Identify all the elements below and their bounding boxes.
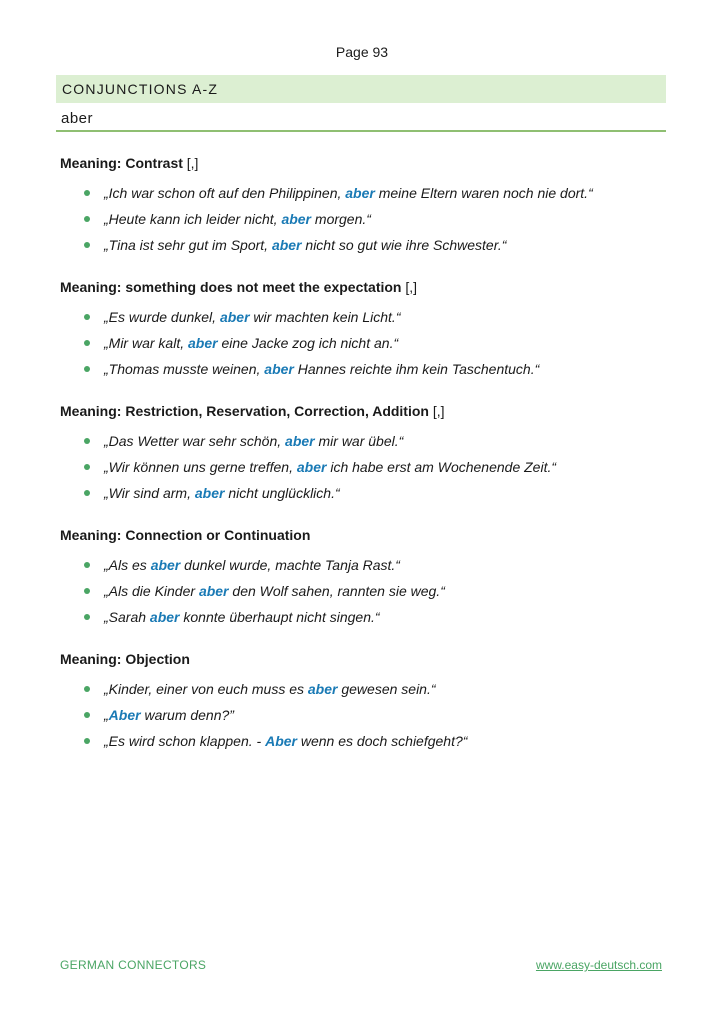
footer-link[interactable]: www.easy-deutsch.com — [535, 958, 662, 972]
example-text-pre: „Heute kann ich leider nicht, — [104, 211, 282, 227]
word-title: aber — [56, 108, 666, 132]
keyword-highlight: aber — [188, 335, 218, 351]
example-text-pre: „Tina ist sehr gut im Sport, — [104, 237, 272, 253]
example-item — [60, 356, 660, 382]
example-item — [60, 330, 660, 356]
keyword-highlight: aber — [271, 237, 302, 253]
example-text-post: warum denn?” — [140, 707, 234, 723]
meaning-heading-text: Meaning: Connection or Continuation — [60, 527, 311, 543]
meaning-group — [60, 152, 660, 258]
example-list — [60, 180, 660, 258]
example-text-pre: „Es wurde dunkel, — [104, 309, 220, 325]
bullet-icon — [84, 686, 90, 692]
example-item — [60, 428, 660, 454]
bullet-icon — [84, 490, 90, 496]
example-item — [60, 676, 660, 702]
content — [60, 152, 660, 772]
example-text-post: morgen.“ — [311, 211, 371, 227]
bullet-icon — [84, 588, 90, 594]
example-list — [60, 676, 660, 754]
example-item — [60, 702, 660, 728]
meaning-heading — [60, 648, 660, 670]
example-text-pre: „Als die Kinder — [104, 583, 199, 599]
meaning-heading-text: Meaning: Restriction, Reservation, Correction, Addition — [60, 403, 429, 419]
meaning-group — [60, 524, 660, 630]
example-text-pre: „Ich war schon oft auf den Philippinen, — [104, 185, 346, 201]
bullet-icon — [84, 438, 90, 444]
keyword-highlight: aber — [296, 459, 327, 475]
meaning-group — [60, 276, 660, 382]
meaning-group — [60, 400, 660, 506]
example-text-post: eine Jacke zog ich nicht an.“ — [217, 335, 399, 351]
footer-title: GERMAN CONNECTORS — [60, 958, 207, 972]
keyword-highlight: aber — [264, 361, 294, 377]
keyword-highlight: aber — [198, 583, 229, 599]
keyword-highlight: aber — [149, 609, 180, 625]
example-item — [60, 180, 660, 206]
bullet-icon — [84, 614, 90, 620]
bullet-icon — [84, 738, 90, 744]
example-item — [60, 604, 660, 630]
example-text-pre: „Sarah — [104, 609, 150, 625]
example-text-pre: „Als es — [104, 557, 151, 573]
keyword-highlight: Aber — [265, 733, 297, 749]
example-text-post: meine Eltern waren noch nie dort.“ — [374, 185, 593, 201]
example-text-pre: „Wir sind arm, — [104, 485, 195, 501]
example-text-post: wenn es doch schiefgeht?“ — [296, 733, 468, 749]
example-text-post: gewesen sein.“ — [337, 681, 436, 697]
example-item — [60, 728, 660, 754]
example-text-post: Hannes reichte ihm kein Taschentuch.“ — [293, 361, 540, 377]
example-text-pre: „Das Wetter war sehr schön, — [104, 433, 286, 449]
example-text-post: mir war übel.“ — [314, 433, 404, 449]
example-text-post: konnte überhaupt nicht singen.“ — [179, 609, 380, 625]
example-item — [60, 232, 660, 258]
example-item — [60, 578, 660, 604]
bullet-icon — [84, 242, 90, 248]
example-text-pre: „Kinder, einer von euch muss es — [104, 681, 308, 697]
meaning-heading-text: Meaning: something does not meet the expectation — [60, 279, 402, 295]
example-item — [60, 304, 660, 330]
punctuation-note: [,] — [432, 403, 445, 419]
meaning-heading — [60, 276, 660, 298]
example-list — [60, 552, 660, 630]
example-text-post: nicht unglücklich.“ — [224, 485, 340, 501]
section-title: CONJUNCTIONS A-Z — [56, 75, 666, 103]
bullet-icon — [84, 340, 90, 346]
example-item — [60, 206, 660, 232]
example-text-post: ich habe erst am Wochenende Zeit.“ — [326, 459, 557, 475]
example-item — [60, 552, 660, 578]
bullet-icon — [84, 314, 90, 320]
keyword-highlight: aber — [345, 185, 375, 201]
keyword-highlight: aber — [281, 211, 312, 227]
example-text-post: dunkel wurde, machte Tanja Rast.“ — [180, 557, 400, 573]
example-list — [60, 428, 660, 506]
meaning-heading-text: Meaning: Contrast — [60, 155, 183, 171]
punctuation-note: [,] — [405, 279, 418, 295]
example-text-pre: „Mir war kalt, — [104, 335, 188, 351]
example-text-pre: „Thomas musste weinen, — [104, 361, 265, 377]
keyword-highlight: aber — [307, 681, 338, 697]
example-list — [60, 304, 660, 382]
meaning-heading — [60, 400, 660, 422]
keyword-highlight: aber — [150, 557, 181, 573]
example-text-pre: „Wir können uns gerne treffen, — [104, 459, 297, 475]
example-text-pre: „Es wird schon klappen. - — [104, 733, 266, 749]
keyword-highlight: aber — [194, 485, 225, 501]
keyword-highlight: aber — [219, 309, 250, 325]
example-item — [60, 454, 660, 480]
bullet-icon — [84, 562, 90, 568]
meaning-heading — [60, 152, 660, 174]
page-number: Page 93 — [335, 44, 389, 60]
meaning-group — [60, 648, 660, 754]
example-text-post: nicht so gut wie ihre Schwester.“ — [301, 237, 507, 253]
bullet-icon — [84, 464, 90, 470]
example-text-pre: „ — [104, 707, 109, 723]
keyword-highlight: aber — [285, 433, 315, 449]
meaning-heading-text: Meaning: Objection — [60, 651, 190, 667]
punctuation-note: [,] — [186, 155, 199, 171]
meaning-heading — [60, 524, 660, 546]
bullet-icon — [84, 712, 90, 718]
example-text-post: wir machten kein Licht.“ — [249, 309, 401, 325]
example-text-post: den Wolf sahen, rannten sie weg.“ — [228, 583, 445, 599]
example-item — [60, 480, 660, 506]
bullet-icon — [84, 190, 90, 196]
bullet-icon — [84, 216, 90, 222]
bullet-icon — [84, 366, 90, 372]
keyword-highlight: Aber — [108, 707, 141, 723]
